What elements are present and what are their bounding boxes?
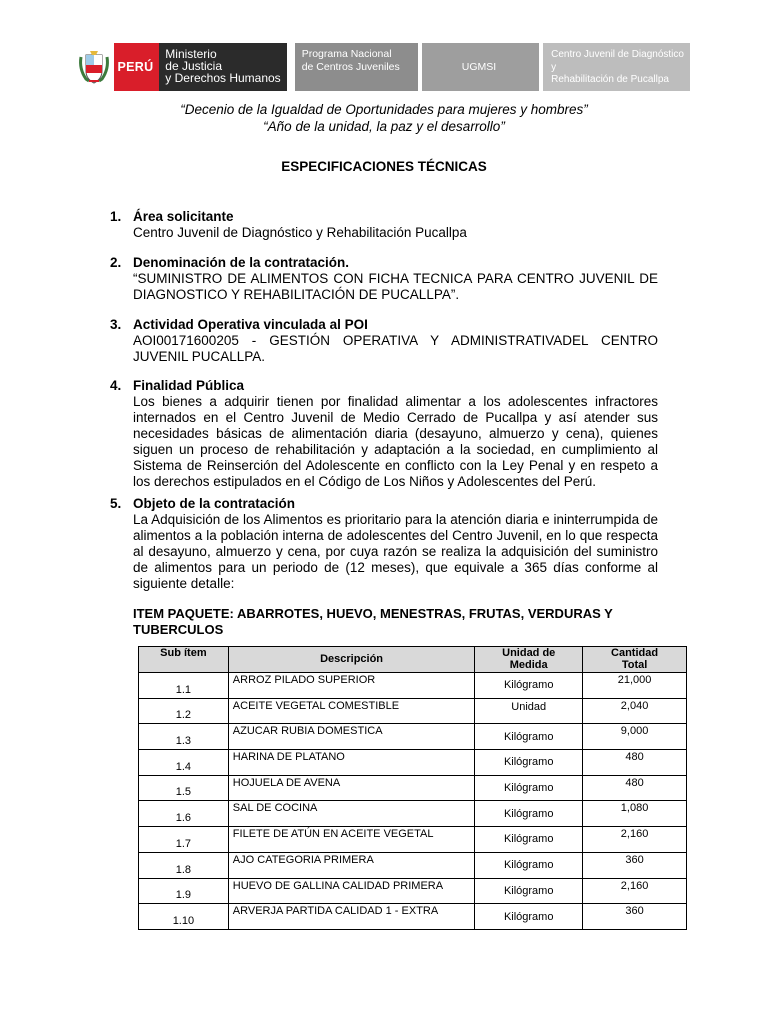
cell-unit: Kilógramo <box>475 904 583 930</box>
section-number: 4. <box>110 378 122 393</box>
header-unit <box>475 647 583 673</box>
section-number: 2. <box>110 255 122 270</box>
motto-line-1: “Decenio de la Igualdad de Oportunidades para mujeres y hombres” <box>180 102 588 117</box>
header-banner <box>74 43 690 91</box>
cell-quantity: 2,040 <box>583 698 687 724</box>
cell-unit: Kilógramo <box>475 775 583 801</box>
table-row <box>139 878 687 904</box>
cell-description: ACEITE VEGETAL COMESTIBLE <box>228 698 475 724</box>
cell-sub-item: 1.8 <box>139 852 229 878</box>
table-header-row <box>139 647 687 673</box>
header-description: Descripción <box>228 647 475 673</box>
ministry-line-1: Ministerio <box>165 47 217 61</box>
cell-sub-item: 1.4 <box>139 750 229 776</box>
motto-line-2: “Año de la unidad, la paz y el desarrollo” <box>263 119 505 134</box>
section-body: “SUMINISTRO DE ALIMENTOS CON FICHA TECNICA PARA CENTRO JUVENIL DE DIAGNOSTICO Y REHABILITACIÓN DE PUCALLPA”. <box>133 271 658 302</box>
table-row <box>139 904 687 930</box>
header-unit-line-1: Unidad de <box>502 647 556 659</box>
section-body: Los bienes a adquirir tienen por finalidad alimentar a los adolescentes infractores internados en el Centro Juvenil de Medio Cerrado de Pucallpa y así atender sus necesidades básicas de alimentación diaria (desayuno, almuerzo y cena), quienes siguen un proceso de rehabilitación y adaptación a la sociedad, en cumplimiento al Sistema de Reinserción del Adolescente en conflicto con la Ley Penal y en respeto a los derechos estipulados en el Código de Los Niños y Adolescentes del Perú. <box>133 394 658 489</box>
header-unit-line-2: Medida <box>509 658 548 671</box>
cell-sub-item: 1.2 <box>139 698 229 724</box>
cell-quantity: 2,160 <box>583 827 687 853</box>
section-heading: Área solicitante <box>133 209 234 224</box>
cell-sub-item: 1.1 <box>139 673 229 699</box>
cell-description: HOJUELA DE AVENA <box>228 775 475 801</box>
cell-unit: Kilógramo <box>475 852 583 878</box>
cell-quantity: 360 <box>583 904 687 930</box>
table-row <box>139 801 687 827</box>
section-body: La Adquisición de los Alimentos es prioritario para la atención diaria e ininterrumpida de alimentos a la población interna de adolescentes del Centro Juvenil, en lo que respecta al desayuno, almuerzo y cena, por cuya razón se realiza la adquisición del suministro de alimentos para un periodo de (12 meses), que equivale a 365 días conforme al siguiente detalle: <box>133 512 658 591</box>
center-line-2: Rehabilitación de Pucallpa <box>551 74 669 85</box>
section-body: AOI00171600205 - GESTIÓN OPERATIVA Y ADMINISTRATIVADEL CENTRO JUVENIL PUCALLPA. <box>133 333 658 364</box>
section-heading: Objeto de la contratación <box>133 496 296 511</box>
cell-quantity: 480 <box>583 750 687 776</box>
unit-box <box>422 43 539 91</box>
cell-unit: Unidad <box>475 698 583 724</box>
section-1 <box>110 209 658 241</box>
cell-description: HARINA DE PLATANO <box>228 750 475 776</box>
program-line-2: de Centros Juveniles <box>301 61 400 73</box>
table-row <box>139 698 687 724</box>
unit-label: UGMSI <box>461 61 497 73</box>
cell-description: ARVERJA PARTIDA CALIDAD 1 - EXTRA <box>228 904 475 930</box>
table-row <box>139 724 687 750</box>
cell-unit: Kilógramo <box>475 878 583 904</box>
section-5 <box>110 496 658 592</box>
ministry-box <box>157 43 286 91</box>
cell-sub-item: 1.9 <box>139 878 229 904</box>
cell-sub-item: 1.5 <box>139 775 229 801</box>
ministry-line-3: y Derechos Humanos <box>165 71 281 85</box>
cell-unit: Kilógramo <box>475 801 583 827</box>
section-number: 3. <box>110 317 122 332</box>
header-quantity <box>583 647 687 673</box>
cell-description: SAL DE COCINA <box>228 801 475 827</box>
cell-sub-item: 1.10 <box>139 904 229 930</box>
ministry-line-2: de Justicia <box>165 59 222 73</box>
cell-unit: Kilógramo <box>475 724 583 750</box>
cell-quantity: 2,160 <box>583 878 687 904</box>
coat-of-arms-icon <box>74 43 114 91</box>
cell-quantity: 9,000 <box>583 724 687 750</box>
section-number: 1. <box>110 209 122 224</box>
section-3 <box>110 317 658 365</box>
cell-quantity: 21,000 <box>583 673 687 699</box>
cell-unit: Kilógramo <box>475 750 583 776</box>
center-line-1: Centro Juvenil de Diagnóstico y <box>551 49 684 73</box>
section-heading: Denominación de la contratación. <box>133 255 350 270</box>
cell-description: FILETE DE ATÚN EN ACEITE VEGETAL <box>228 827 475 853</box>
cell-unit: Kilógramo <box>475 673 583 699</box>
cell-quantity: 480 <box>583 775 687 801</box>
header-qty-line-1: Cantidad <box>611 647 659 659</box>
table-row <box>139 673 687 699</box>
cell-quantity: 360 <box>583 852 687 878</box>
cell-sub-item: 1.6 <box>139 801 229 827</box>
cell-description: AJO CATEGORIA PRIMERA <box>228 852 475 878</box>
peru-label: PERÚ <box>117 60 154 74</box>
table-row <box>139 827 687 853</box>
cell-description: AZUCAR RUBIA DOMESTICA <box>228 724 475 750</box>
section-2 <box>110 255 658 303</box>
table-row <box>139 750 687 776</box>
cell-quantity: 1,080 <box>583 801 687 827</box>
program-line-1: Programa Nacional <box>301 48 392 60</box>
section-4 <box>110 378 658 490</box>
section-body: Centro Juvenil de Diagnóstico y Rehabilitación Pucallpa <box>133 225 467 240</box>
item-package-title: ITEM PAQUETE: ABARROTES, HUEVO, MENESTRAS, FRUTAS, VERDURAS Y TUBERCULOS <box>133 606 613 637</box>
section-number: 5. <box>110 496 122 511</box>
document-title: ESPECIFICACIONES TÉCNICAS <box>281 159 487 174</box>
cell-sub-item: 1.7 <box>139 827 229 853</box>
header-qty-line-2: Total <box>621 658 648 671</box>
center-box <box>543 43 690 91</box>
program-box <box>295 43 418 91</box>
cell-description: ARROZ PILADO SUPERIOR <box>228 673 475 699</box>
cell-unit: Kilógramo <box>475 827 583 853</box>
cell-description: HUEVO DE GALLINA CALIDAD PRIMERA <box>228 878 475 904</box>
section-heading: Actividad Operativa vinculada al POI <box>133 317 368 332</box>
items-table <box>138 646 687 930</box>
header-sub-item: Sub ítem <box>139 647 229 673</box>
table-row <box>139 852 687 878</box>
peru-logo-box <box>114 43 158 91</box>
section-heading: Finalidad Pública <box>133 378 245 393</box>
table-row <box>139 775 687 801</box>
cell-sub-item: 1.3 <box>139 724 229 750</box>
